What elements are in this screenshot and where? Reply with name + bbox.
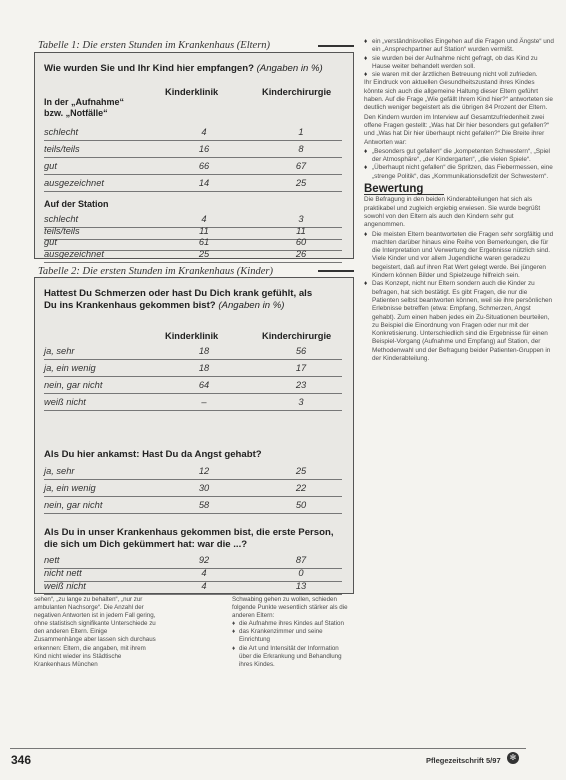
- bottom-left-column: [34, 596, 156, 669]
- table2-question-1-line2-text: Du ins Krankenhaus gekommen bist?: [44, 300, 216, 311]
- table2-title-rule: [318, 270, 354, 272]
- row-label: gut: [44, 237, 57, 247]
- table1-col-header-2: Kinderchirurgie: [262, 87, 332, 97]
- row-label: nicht nett: [44, 568, 82, 578]
- table1-title: Tabelle 1: Die ersten Stunden im Krankenhaus (Eltern): [38, 40, 271, 51]
- row-value-col1: 64: [198, 380, 210, 390]
- table-row: [44, 465, 342, 480]
- bullet-text: das Krankenzimmer und seine Einrichtung: [239, 628, 323, 644]
- table-row: [44, 379, 342, 394]
- table2-col-header-1: Kinderklinik: [165, 331, 219, 341]
- bullet-text: die Aufnahme ihres Kindes auf Station: [239, 620, 344, 628]
- bullet-diamond-icon: ♦: [364, 71, 368, 79]
- row-value-col1: 14: [198, 178, 210, 188]
- bullet-item: [364, 148, 554, 165]
- row-value-col1: 66: [198, 161, 210, 171]
- row-label: ja, sehr: [44, 346, 75, 356]
- row-value-col2: 22: [295, 483, 307, 493]
- row-label: ja, ein wenig: [44, 483, 96, 493]
- row-label: teils/teils: [44, 144, 80, 154]
- bullet-text: ein „verständnisvolles Eingehen auf die Fragen und Ängste“ und ein „Ansprechpartner auf Station“ wurden vermißt.: [372, 38, 554, 54]
- table-row: [44, 362, 342, 377]
- row-value-col2: 23: [295, 380, 307, 390]
- row-label: gut: [44, 161, 57, 171]
- bullet-diamond-icon: ♦: [364, 54, 368, 62]
- row-value-col2: 8: [298, 144, 304, 154]
- bottom-middle-bullets: [232, 620, 352, 669]
- row-value-col2: 50: [295, 500, 307, 510]
- table1-question-text: Wie wurden Sie und Ihr Kind hier empfangen?: [44, 63, 254, 74]
- bullet-diamond-icon: ♦: [364, 280, 368, 288]
- row-value-col1: 11: [199, 225, 209, 236]
- bullet-diamond-icon: ♦: [232, 628, 236, 636]
- table2-title: Tabelle 2: Die ersten Stunden im Krankenhaus (Kinder): [38, 266, 273, 277]
- row-label: nein, gar nicht: [44, 500, 103, 510]
- table2-unit: (Angaben in %): [218, 300, 285, 311]
- row-value-col2: 26: [295, 248, 307, 259]
- page-number: 346: [11, 753, 32, 767]
- bullet-item: [364, 164, 554, 181]
- bottom-middle-intro: Schwabing gehen zu wollen, schieden folgende Punkte wesentlich stärker als die anderen Eltern:: [232, 596, 348, 620]
- row-value-col2: 0: [298, 568, 304, 578]
- row-label: ja, ein wenig: [44, 363, 96, 373]
- row-value-col1: 18: [198, 346, 210, 356]
- row-label: nett: [44, 555, 60, 565]
- row-value-col2: 56: [295, 346, 307, 356]
- bullet-text: sie wurden bei der Aufnahme nicht gefragt, ob das Kind zu Hause weiter behandelt werden soll.: [372, 54, 538, 70]
- table2-question-3-line1: Als Du in unser Krankenhaus gekommen bist, die erste Person,: [44, 527, 334, 538]
- row-value-col1: 92: [198, 555, 210, 565]
- bullet-diamond-icon: ♦: [232, 644, 236, 652]
- row-value-col1: 4: [201, 127, 207, 137]
- row-label: schlecht: [44, 214, 79, 224]
- bullet-diamond-icon: ♦: [364, 164, 368, 172]
- bullet-item: [364, 38, 554, 55]
- row-value-col1: 12: [198, 466, 210, 476]
- bullet-diamond-icon: ♦: [364, 38, 368, 45]
- journal-name: Pflegezeitschrift 5/97: [426, 756, 501, 765]
- bullet-text: „Überhaupt nicht gefallen“ die Spritzen, das Fiebermessen, eine „strenge Politik“, das „Kommunikationsdefizit der Schwestern“.: [372, 164, 553, 180]
- table2-question-3-line2: die sich um Dich gekümmert hat: war die ...?: [44, 539, 248, 550]
- table1-title-rule: [318, 45, 354, 47]
- bullet-item: [232, 628, 352, 644]
- table-row: [44, 177, 342, 192]
- bullet-diamond-icon: ♦: [364, 230, 368, 238]
- row-label: nein, gar nicht: [44, 380, 103, 390]
- row-value-col1: 58: [198, 500, 210, 510]
- table-row: [44, 482, 342, 497]
- right-bullets-eval: [364, 231, 554, 364]
- bottom-middle-column: [232, 596, 352, 669]
- bullet-item: [364, 231, 554, 281]
- journal-emblem-icon: ✻: [507, 752, 519, 764]
- bullet-item: [364, 280, 554, 363]
- row-label: ja, sehr: [44, 466, 75, 476]
- row-value-col1: 4: [201, 214, 207, 224]
- right-column: [364, 38, 554, 363]
- bullet-text: sie waren mit der ärztlichen Betreuung nicht voll zufrieden.: [372, 71, 538, 79]
- bullet-text: die Art und Intensität der Information über die Erkrankung und Behandlung ihres Kindes.: [239, 644, 342, 668]
- row-value-col1: –: [201, 397, 207, 407]
- table-row: [44, 580, 342, 595]
- table1-question: [44, 63, 344, 75]
- bullet-item: [364, 55, 554, 72]
- row-label: weiß nicht: [44, 581, 86, 591]
- bullet-item: [232, 645, 352, 669]
- row-value-col2: 17: [295, 363, 307, 373]
- row-value-col2: 11: [296, 225, 306, 236]
- bullet-item: [364, 71, 554, 79]
- row-value-col2: 3: [298, 397, 304, 407]
- table2-col-header-2: Kinderchirurgie: [262, 331, 332, 341]
- right-para-3: Die Befragung in den beiden Kinderabteilungen hat sich als praktikabel und zugleich ergiebig erwiesen. Sie wurde begrüßt sowohl von den Eltern als auch den Kindern sehr gut angenommen.: [364, 196, 541, 229]
- right-bullets-top: [364, 38, 554, 79]
- table1-section-1-line2: bzw. „Notfälle“: [44, 108, 108, 118]
- table2-question-3: [44, 527, 349, 551]
- row-label: schlecht: [44, 127, 79, 137]
- bullet-text: Die meisten Eltern beantworteten die Fragen sehr sorgfältig und machten darüber hinaus eine Reihe von Bemerkungen, die für die Interpretation und Verwertung der Ergebnisse nützlich sind. Viele Kinder und vor allem Jugendliche waren geradezu begeistert, daß auf ihren Rat Wert gelegt werde. Bei jüngeren Kindern können Bilder und Spielzeuge hilfreich sein.: [372, 230, 554, 280]
- table2-question-1-line1: Hattest Du Schmerzen oder hast Du Dich krank gefühlt, als: [44, 288, 313, 299]
- table1-section-1-line1: In der „Aufnahme“: [44, 97, 125, 107]
- row-value-col2: 67: [295, 161, 307, 171]
- row-value-col1: 16: [198, 144, 210, 154]
- table2-question-1: [44, 288, 349, 312]
- row-value-col1: 4: [201, 581, 207, 591]
- bullet-diamond-icon: ♦: [364, 147, 368, 155]
- bullet-diamond-icon: ♦: [232, 620, 236, 628]
- footer-rule: [10, 748, 526, 749]
- row-value-col1: 25: [198, 248, 210, 259]
- table1-col-header-1: Kinderklinik: [165, 87, 219, 97]
- row-value-col2: 87: [295, 555, 307, 565]
- table-row: [44, 499, 342, 514]
- row-value-col2: 13: [295, 581, 307, 591]
- table1-unit: (Angaben in %): [256, 63, 323, 74]
- table-row: [44, 396, 342, 411]
- row-value-col2: 3: [298, 214, 304, 224]
- table1-section-2: Auf der Station: [44, 199, 109, 209]
- right-bullets-kids: [364, 148, 554, 181]
- bullet-item: [232, 620, 352, 628]
- row-label: teils/teils: [44, 225, 80, 236]
- row-value-col1: 4: [201, 568, 207, 578]
- row-value-col2: 25: [295, 466, 307, 476]
- bullet-text: „Besonders gut gefallen“ die „kompetenten Schwestern“, „Spiel der Atmosphäre“, „der Kindergarten“, „die vielen Spiele“.: [372, 147, 550, 164]
- table-row: [44, 126, 342, 141]
- row-label: ausgezeichnet: [44, 248, 104, 259]
- row-value-col1: 30: [198, 483, 210, 493]
- row-value-col2: 1: [298, 127, 304, 137]
- row-value-col2: 60: [295, 237, 307, 247]
- section-heading-bewertung: Bewertung: [364, 185, 444, 195]
- row-value-col1: 61: [198, 237, 210, 247]
- table2-question-2: Als Du hier ankamst: Hast Du da Angst gehabt?: [44, 449, 262, 460]
- bottom-left-text: sehen“, „zu lange zu behalten“, „nur zur ambulanten Nachsorge“. Die Anzahl der negativen Antworten ist in jedem Fall gering, ohne statistisch signifikante Unterschiede zu den anderen Eltern. Einige Zusammenhänge aber lassen sich durchaus erkennen: Eltern, die angaben, mit ihrem Kind nicht wieder ins Städtische Krankenhaus München: [34, 596, 156, 668]
- right-para-2: Den Kindern wurden im Interview auf Gesamtzufriedenheit zwei offene Fragen gestellt: „Was hat Dir hier besonders gut gefallen?“ und „Was hat Dir hier überhaupt nicht gefallen?“ Die Breite ihrer Antworten war:: [364, 113, 550, 146]
- row-value-col2: 25: [295, 178, 307, 188]
- row-label: weiß nicht: [44, 397, 86, 407]
- bullet-text: Das Konzept, nicht nur Eltern sondern auch die Kinder zu befragen, hat sich bestätigt. Es gibt Fragen, die nur die Patienten selbst beantworten können, weil sie ihre persönlichen Erlebnisse betreffen (etwa: Empfang, Schmerzen, Angst gehabt). Zum einen haben jedes ein Zu-Situationen beurteilen, zu Beispiel die Einordnung von Fragen oder nur mit der Konkretisierung. Unterschiedlich sind die Ergebnisse für einen Beispiel-Vorgang (Aufnahme und Empfang) auf Station, der Methodenwahl und der Befragung beider Patienten-Gruppen in der Kinderabteilung.: [372, 280, 553, 362]
- table-row: [44, 248, 342, 263]
- table2-question-1-line2: [44, 300, 349, 312]
- table-row: [44, 160, 342, 175]
- table-row: [44, 143, 342, 158]
- right-para-1: Ihr Eindruck von aktuellen Gesundheitszustand ihres Kindes könnte sich auch die allgemeine Haltung dieser Eltern geführt haben. Auf die Frage „Wie gefällt Ihrem Kind hier?“ antworteten sie deutlich weniger begeistert als die übrigen 84 Prozent der Eltern.: [364, 79, 553, 112]
- row-label: ausgezeichnet: [44, 178, 104, 188]
- table1-section-1: [44, 97, 124, 119]
- table-row: [44, 345, 342, 360]
- row-value-col1: 18: [198, 363, 210, 373]
